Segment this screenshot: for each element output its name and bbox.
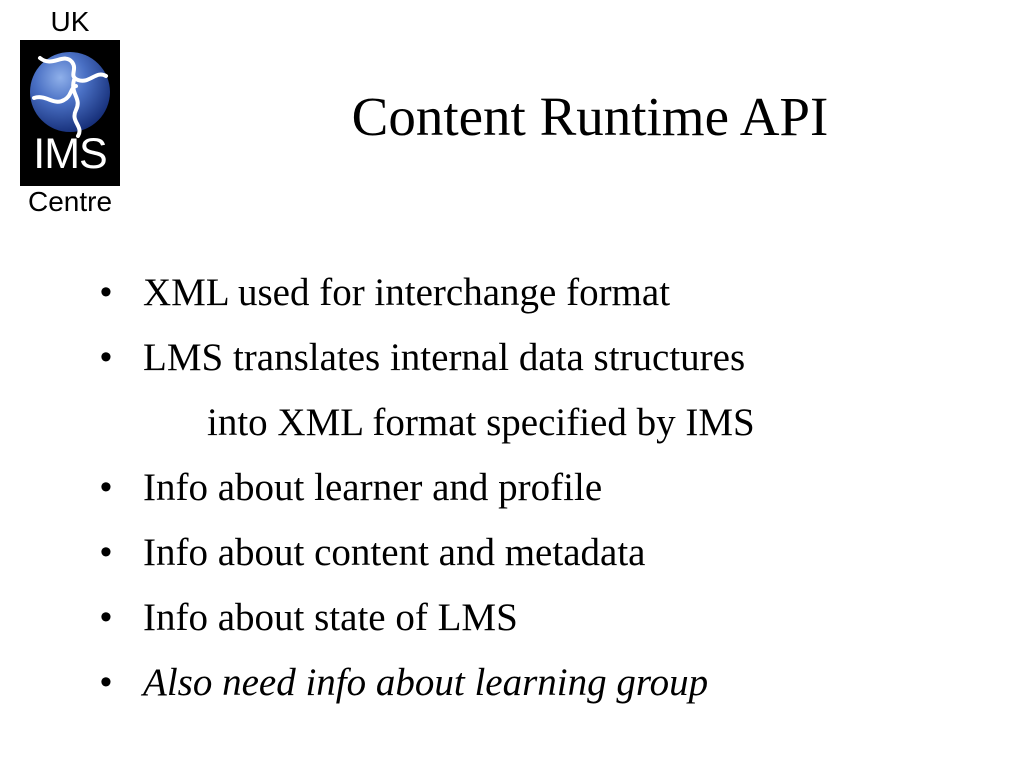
ims-logo: [19, 6, 121, 218]
bullet-marker: •: [100, 598, 112, 636]
bullet-text: Also need info about learning group: [143, 661, 709, 704]
bullet-marker: •: [100, 273, 112, 311]
bullet-marker: •: [100, 533, 112, 571]
bullet-text: into XML format specified by IMS: [207, 401, 755, 444]
bullet-item: [100, 520, 980, 585]
bullet-item: [100, 455, 980, 520]
bullet-continuation: [100, 390, 980, 455]
bullet-text: LMS translates internal data structures: [143, 336, 746, 379]
logo-box: [20, 40, 120, 186]
bullet-item: [100, 260, 980, 325]
bullet-item: [100, 325, 980, 390]
slide-title: Content Runtime API: [351, 86, 829, 147]
bullet-text: Info about learner and profile: [143, 466, 603, 509]
bullet-item: [100, 650, 980, 715]
bullet-text: Info about state of LMS: [143, 596, 518, 639]
logo-top-label: UK: [50, 6, 90, 37]
bullet-marker: •: [100, 338, 112, 376]
bullet-marker: •: [100, 468, 112, 506]
bullet-text: XML used for interchange format: [143, 271, 671, 314]
logo-bottom-label: Centre: [27, 186, 113, 217]
bullet-marker: •: [100, 663, 112, 701]
bullet-list: [100, 260, 980, 715]
bullet-text: Info about content and metadata: [143, 531, 646, 574]
bullet-item: [100, 585, 980, 650]
logo-ims-text: IMS: [33, 130, 107, 178]
